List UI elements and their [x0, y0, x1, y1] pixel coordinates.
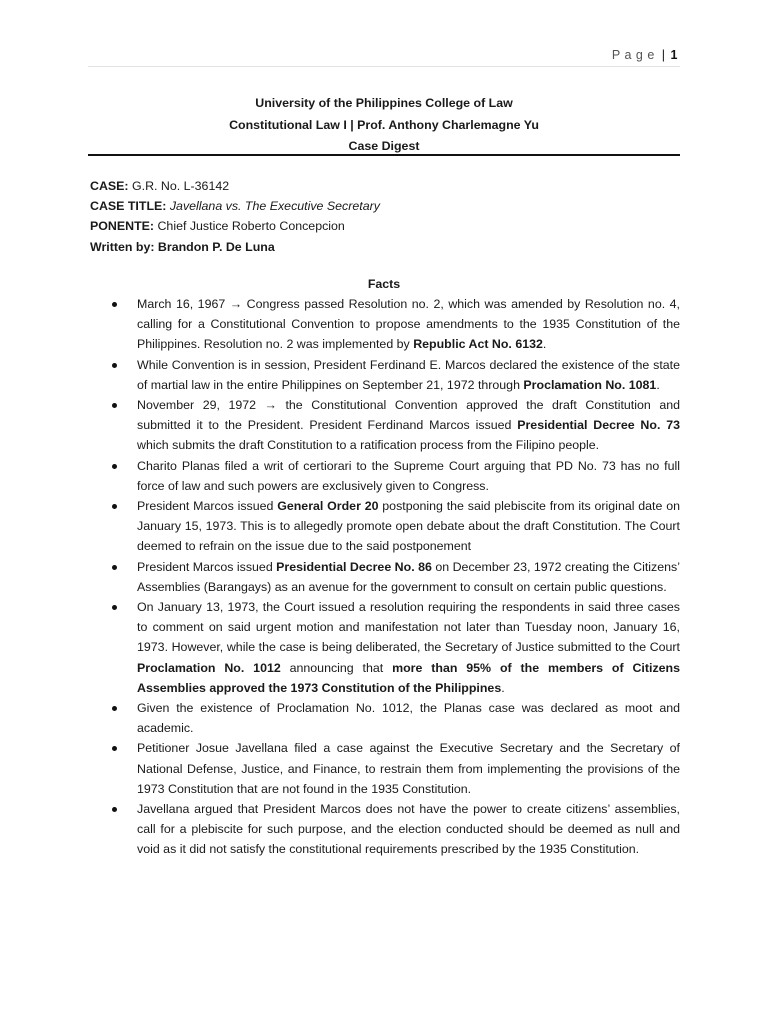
header-doc-type: Case Digest — [348, 139, 420, 153]
ponente-row — [90, 216, 680, 236]
bullet-icon — [112, 464, 117, 469]
case-title: Javellana vs. The Executive Secretary — [166, 199, 380, 214]
list-item: November 29, 1972 → the Constitutional Convention approved the draft Constitution and submitted it to the President. President Ferdinand Marcos issued Presidential Decree No. 73 which submits the draft Constitution to a ratification process from the Filipino people. — [108, 395, 680, 456]
bullet-icon — [112, 403, 117, 408]
page-label: P a g e — [611, 48, 655, 62]
bullet-icon — [112, 706, 117, 711]
facts-list — [108, 294, 680, 860]
bullet-icon — [112, 605, 117, 610]
list-item: Javellana argued that President Marcos does not have the power to create citizens’ assemblies, call for a plebiscite for such purpose, and the election conducted should be deemed as null and void as it did not satisfy the constitutional requirements prescribed by the 1935 Constitution. — [108, 799, 680, 860]
header-divider — [88, 154, 680, 156]
ponente-label: PONENTE: — [90, 219, 155, 234]
document-header — [88, 93, 680, 158]
list-item: President Marcos issued General Order 20 postponing the said plebiscite from its original date on January 15, 1973. This is to allegedly promote open debate about the draft Constitution. The Court deemed to refrain on the issue due to the said postponement — [108, 496, 680, 557]
case-label: CASE: — [90, 179, 129, 193]
list-item: Charito Planas filed a writ of certiorari to the Supreme Court arguing that PD No. 73 has no full force of law and such powers are exclusively given to Congress. — [108, 456, 680, 496]
page-number-value: 1 — [670, 48, 678, 62]
list-item: On January 13, 1973, the Court issued a resolution requiring the respondents in said three cases to comment on said urgent motion and manifestation not later than Tuesday noon, January 16, 1973. However, while the case is being deliberated, the Secretary of Justice submitted to the Court Proclamation No. 1012 announcing that more than 95% of the members of Citizens Assemblies approved the 1973 Constitution of the Philippines. — [108, 597, 680, 698]
bullet-icon — [112, 363, 117, 368]
list-item: Given the existence of Proclamation No. 1012, the Planas case was declared as moot and academic. — [108, 698, 680, 738]
list-item: While Convention is in session, President Ferdinand E. Marcos declared the existence of the state of martial law in the entire Philippines on September 21, 1972 through Proclamation No. 1081. — [108, 355, 680, 395]
ponente-name: Chief Justice Roberto Concepcion — [154, 219, 345, 234]
list-item: March 16, 1967 → Congress passed Resolution no. 2, which was amended by Resolution no. 4, calling for a Constitutional Convention to propose amendments to the 1935 Constitution of the Philippines. Resolution no. 2 was implemented by Republic Act No. 6132. — [108, 294, 680, 355]
author-row: Written by: Brandon P. De Luna — [90, 239, 275, 254]
bullet-icon — [112, 565, 117, 570]
page-number — [612, 48, 678, 62]
case-number: G.R. No. L-36142 — [128, 179, 230, 193]
bullet-icon — [112, 302, 117, 307]
page-separator: | — [661, 48, 666, 62]
case-title-label: CASE TITLE: — [90, 199, 167, 214]
case-metadata — [90, 176, 680, 257]
bullet-icon — [112, 746, 117, 751]
list-item: Petitioner Josue Javellana filed a case against the Executive Secretary and the Secretary of National Defense, Justice, and Finance, to restrain them from implementing the provisions of the 1973 Constitution that are not found in the 1935 Constitution. — [108, 738, 680, 799]
bullet-icon — [112, 504, 117, 509]
top-divider — [88, 66, 680, 67]
header-institution: University of the Philippines College of Law — [255, 96, 513, 110]
list-item: President Marcos issued Presidential Decree No. 86 on December 23, 1972 creating the Citizens’ Assemblies (Barangays) as an avenue for the government to consult on certain public questions. — [108, 557, 680, 597]
bullet-icon — [112, 807, 117, 812]
header-course: Constitutional Law I | Prof. Anthony Charlemagne Yu — [229, 117, 539, 132]
case-number-row — [90, 176, 680, 196]
case-title-row — [90, 196, 680, 216]
facts-heading: Facts — [367, 277, 401, 291]
